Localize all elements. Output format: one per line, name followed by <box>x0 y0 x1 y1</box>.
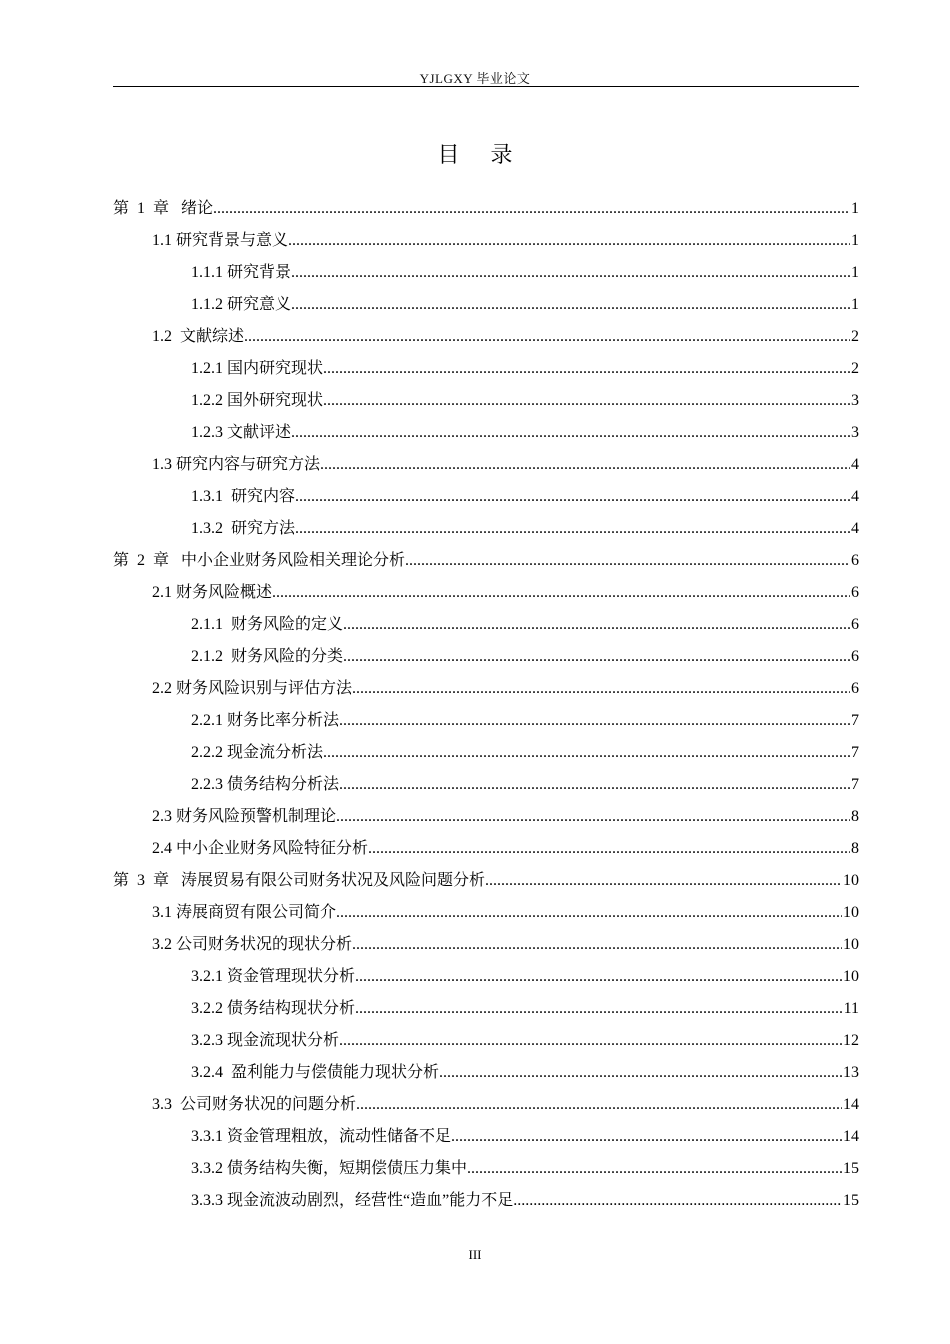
toc-dot-leader <box>323 737 850 769</box>
toc-entry[interactable] <box>113 673 859 705</box>
toc-entry-page: 14 <box>843 1128 859 1145</box>
toc-entry[interactable] <box>113 417 859 449</box>
toc-dot-leader <box>513 1185 842 1217</box>
toc-entry[interactable] <box>113 801 859 833</box>
toc-dot-leader <box>355 961 842 993</box>
toc-dot-leader <box>339 769 850 801</box>
toc-entry-page: 10 <box>843 904 859 921</box>
toc-entry[interactable] <box>113 481 859 513</box>
toc-entry-label: 2.1.2 财务风险的分类 <box>191 648 344 665</box>
toc-dot-leader <box>244 321 850 353</box>
toc-entry[interactable] <box>113 321 859 353</box>
toc-dot-leader <box>343 641 850 673</box>
toc-entry[interactable] <box>113 1121 859 1153</box>
toc-dot-leader <box>405 545 850 577</box>
toc-entry-page: 2 <box>851 328 859 345</box>
toc-dot-leader <box>356 1089 842 1121</box>
toc-dot-leader <box>323 385 850 417</box>
toc-entry[interactable] <box>113 1057 859 1089</box>
toc-entry-label: 3.3.2 债务结构失衡，短期偿债压力集中 <box>191 1160 468 1177</box>
toc-dot-leader <box>291 417 850 449</box>
toc-entry[interactable] <box>113 385 859 417</box>
toc-entry[interactable] <box>113 193 859 225</box>
toc-dot-leader <box>339 705 850 737</box>
toc-entry[interactable] <box>113 225 859 257</box>
toc-entry[interactable] <box>113 577 859 609</box>
toc-entry[interactable] <box>113 993 859 1025</box>
toc-dot-leader <box>467 1153 842 1185</box>
toc-entry-label: 2.3 财务风险预警机制理论 <box>152 808 337 825</box>
toc-entry-page: 6 <box>851 616 859 633</box>
toc-entry[interactable] <box>113 641 859 673</box>
toc-entry-label: 1.1.1 研究背景 <box>191 264 292 281</box>
toc-dot-leader <box>355 993 843 1025</box>
toc-entry-label: 3.2 公司财务状况的现状分析 <box>152 936 353 953</box>
toc-entry[interactable] <box>113 865 859 897</box>
toc-entry-label: 1.3 研究内容与研究方法 <box>152 456 321 473</box>
table-of-contents <box>113 193 859 1217</box>
toc-entry-page: 10 <box>843 968 859 985</box>
toc-entry-label: 1.2.3 文献评述 <box>191 424 292 441</box>
toc-entry[interactable] <box>113 1185 859 1217</box>
toc-entry[interactable] <box>113 833 859 865</box>
toc-entry-page: 4 <box>851 456 859 473</box>
toc-dot-leader <box>343 609 850 641</box>
toc-entry-page: 7 <box>851 744 859 761</box>
toc-entry-label: 3.2.3 现金流现状分析 <box>191 1032 340 1049</box>
toc-entry-page: 12 <box>843 1032 859 1049</box>
toc-dot-leader <box>272 577 850 609</box>
toc-entry-page: 4 <box>851 488 859 505</box>
toc-entry-label: 2.2 财务风险识别与评估方法 <box>152 680 353 697</box>
toc-entry-label: 2.2.1 财务比率分析法 <box>191 712 340 729</box>
toc-entry-page: 6 <box>851 648 859 665</box>
toc-dot-leader <box>320 449 850 481</box>
toc-entry-page: 8 <box>851 808 859 825</box>
toc-entry[interactable] <box>113 705 859 737</box>
toc-entry[interactable] <box>113 897 859 929</box>
toc-entry-label: 2.2.3 债务结构分析法 <box>191 776 340 793</box>
toc-entry-page: 15 <box>843 1192 859 1209</box>
toc-entry-page: 13 <box>843 1064 859 1081</box>
toc-dot-leader <box>336 897 842 929</box>
toc-entry-page: 10 <box>843 936 859 953</box>
toc-entry-page: 6 <box>851 552 859 569</box>
toc-entry-page: 1 <box>851 200 859 217</box>
toc-entry-label: 1.1 研究背景与意义 <box>152 232 289 249</box>
toc-entry[interactable] <box>113 513 859 545</box>
toc-entry[interactable] <box>113 353 859 385</box>
toc-entry[interactable] <box>113 609 859 641</box>
toc-entry-page: 6 <box>851 680 859 697</box>
toc-entry-label: 2.2.2 现金流分析法 <box>191 744 324 761</box>
toc-dot-leader <box>291 289 850 321</box>
toc-entry-label: 1.2.1 国内研究现状 <box>191 360 324 377</box>
running-header: YJLGXY 毕业论文 <box>419 71 531 86</box>
toc-entry-label: 1.2 文献综述 <box>152 328 245 345</box>
toc-entry[interactable] <box>113 1153 859 1185</box>
toc-entry-page: 7 <box>851 712 859 729</box>
toc-entry-page: 6 <box>851 584 859 601</box>
toc-entry-label: 第 2 章 中小企业财务风险相关理论分析 <box>113 552 406 569</box>
toc-dot-leader <box>451 1121 842 1153</box>
toc-entry-page: 8 <box>851 840 859 857</box>
toc-dot-leader <box>295 481 850 513</box>
toc-entry-page: 1 <box>851 296 859 313</box>
toc-entry-label: 2.4 中小企业财务风险特征分析 <box>152 840 369 857</box>
toc-dot-leader <box>291 257 850 289</box>
toc-entry[interactable] <box>113 1025 859 1057</box>
toc-entry-page: 2 <box>851 360 859 377</box>
toc-entry-label: 第 1 章 绪论 <box>113 200 214 217</box>
toc-entry-label: 2.1 财务风险概述 <box>152 584 273 601</box>
page-title: 目 录 <box>437 143 525 168</box>
toc-entry-page: 3 <box>851 424 859 441</box>
toc-entry-label: 1.1.2 研究意义 <box>191 296 292 313</box>
toc-entry-page: 1 <box>851 264 859 281</box>
toc-dot-leader <box>485 865 842 897</box>
toc-entry[interactable] <box>113 449 859 481</box>
toc-dot-leader <box>368 833 850 865</box>
toc-entry-page: 4 <box>851 520 859 537</box>
toc-entry-label: 3.3 公司财务状况的问题分析 <box>152 1096 357 1113</box>
toc-entry[interactable] <box>113 961 859 993</box>
toc-entry-page: 7 <box>851 776 859 793</box>
toc-entry-page: 11 <box>843 1000 859 1017</box>
toc-dot-leader <box>213 193 850 225</box>
toc-entry-label: 1.3.2 研究方法 <box>191 520 296 537</box>
footer-page-number: III <box>468 1247 482 1262</box>
toc-dot-leader <box>352 673 850 705</box>
toc-entry-label: 第 3 章 涛展贸易有限公司财务状况及风险问题分析 <box>113 872 486 889</box>
header-rule <box>113 86 859 87</box>
toc-entry[interactable] <box>113 257 859 289</box>
toc-dot-leader <box>336 801 850 833</box>
toc-dot-leader <box>288 225 850 257</box>
toc-entry[interactable] <box>113 737 859 769</box>
toc-dot-leader <box>339 1025 842 1057</box>
toc-dot-leader <box>352 929 842 961</box>
toc-dot-leader <box>439 1057 842 1089</box>
toc-entry-label: 3.2.1 资金管理现状分析 <box>191 968 356 985</box>
toc-entry-label: 3.3.1 资金管理粗放，流动性储备不足 <box>191 1128 452 1145</box>
toc-entry[interactable] <box>113 289 859 321</box>
toc-entry[interactable] <box>113 545 859 577</box>
toc-entry-page: 3 <box>851 392 859 409</box>
toc-entry-label: 3.1 涛展商贸有限公司简介 <box>152 904 337 921</box>
toc-entry-label: 1.2.2 国外研究现状 <box>191 392 324 409</box>
toc-entry-page: 14 <box>843 1096 859 1113</box>
toc-entry[interactable] <box>113 769 859 801</box>
toc-entry-page: 1 <box>851 232 859 249</box>
toc-entry-label: 1.3.1 研究内容 <box>191 488 296 505</box>
toc-entry[interactable] <box>113 929 859 961</box>
toc-entry-page: 15 <box>843 1160 859 1177</box>
toc-entry-label: 2.1.1 财务风险的定义 <box>191 616 344 633</box>
toc-entry-label: 3.2.4 盈利能力与偿债能力现状分析 <box>191 1064 440 1081</box>
toc-dot-leader <box>323 353 850 385</box>
toc-entry-label: 3.2.2 债务结构现状分析 <box>191 1000 356 1017</box>
toc-entry[interactable] <box>113 1089 859 1121</box>
toc-entry-page: 10 <box>843 872 859 889</box>
toc-dot-leader <box>295 513 850 545</box>
toc-entry-label: 3.3.3 现金流波动剧烈，经营性“造血”能力不足 <box>191 1192 514 1209</box>
